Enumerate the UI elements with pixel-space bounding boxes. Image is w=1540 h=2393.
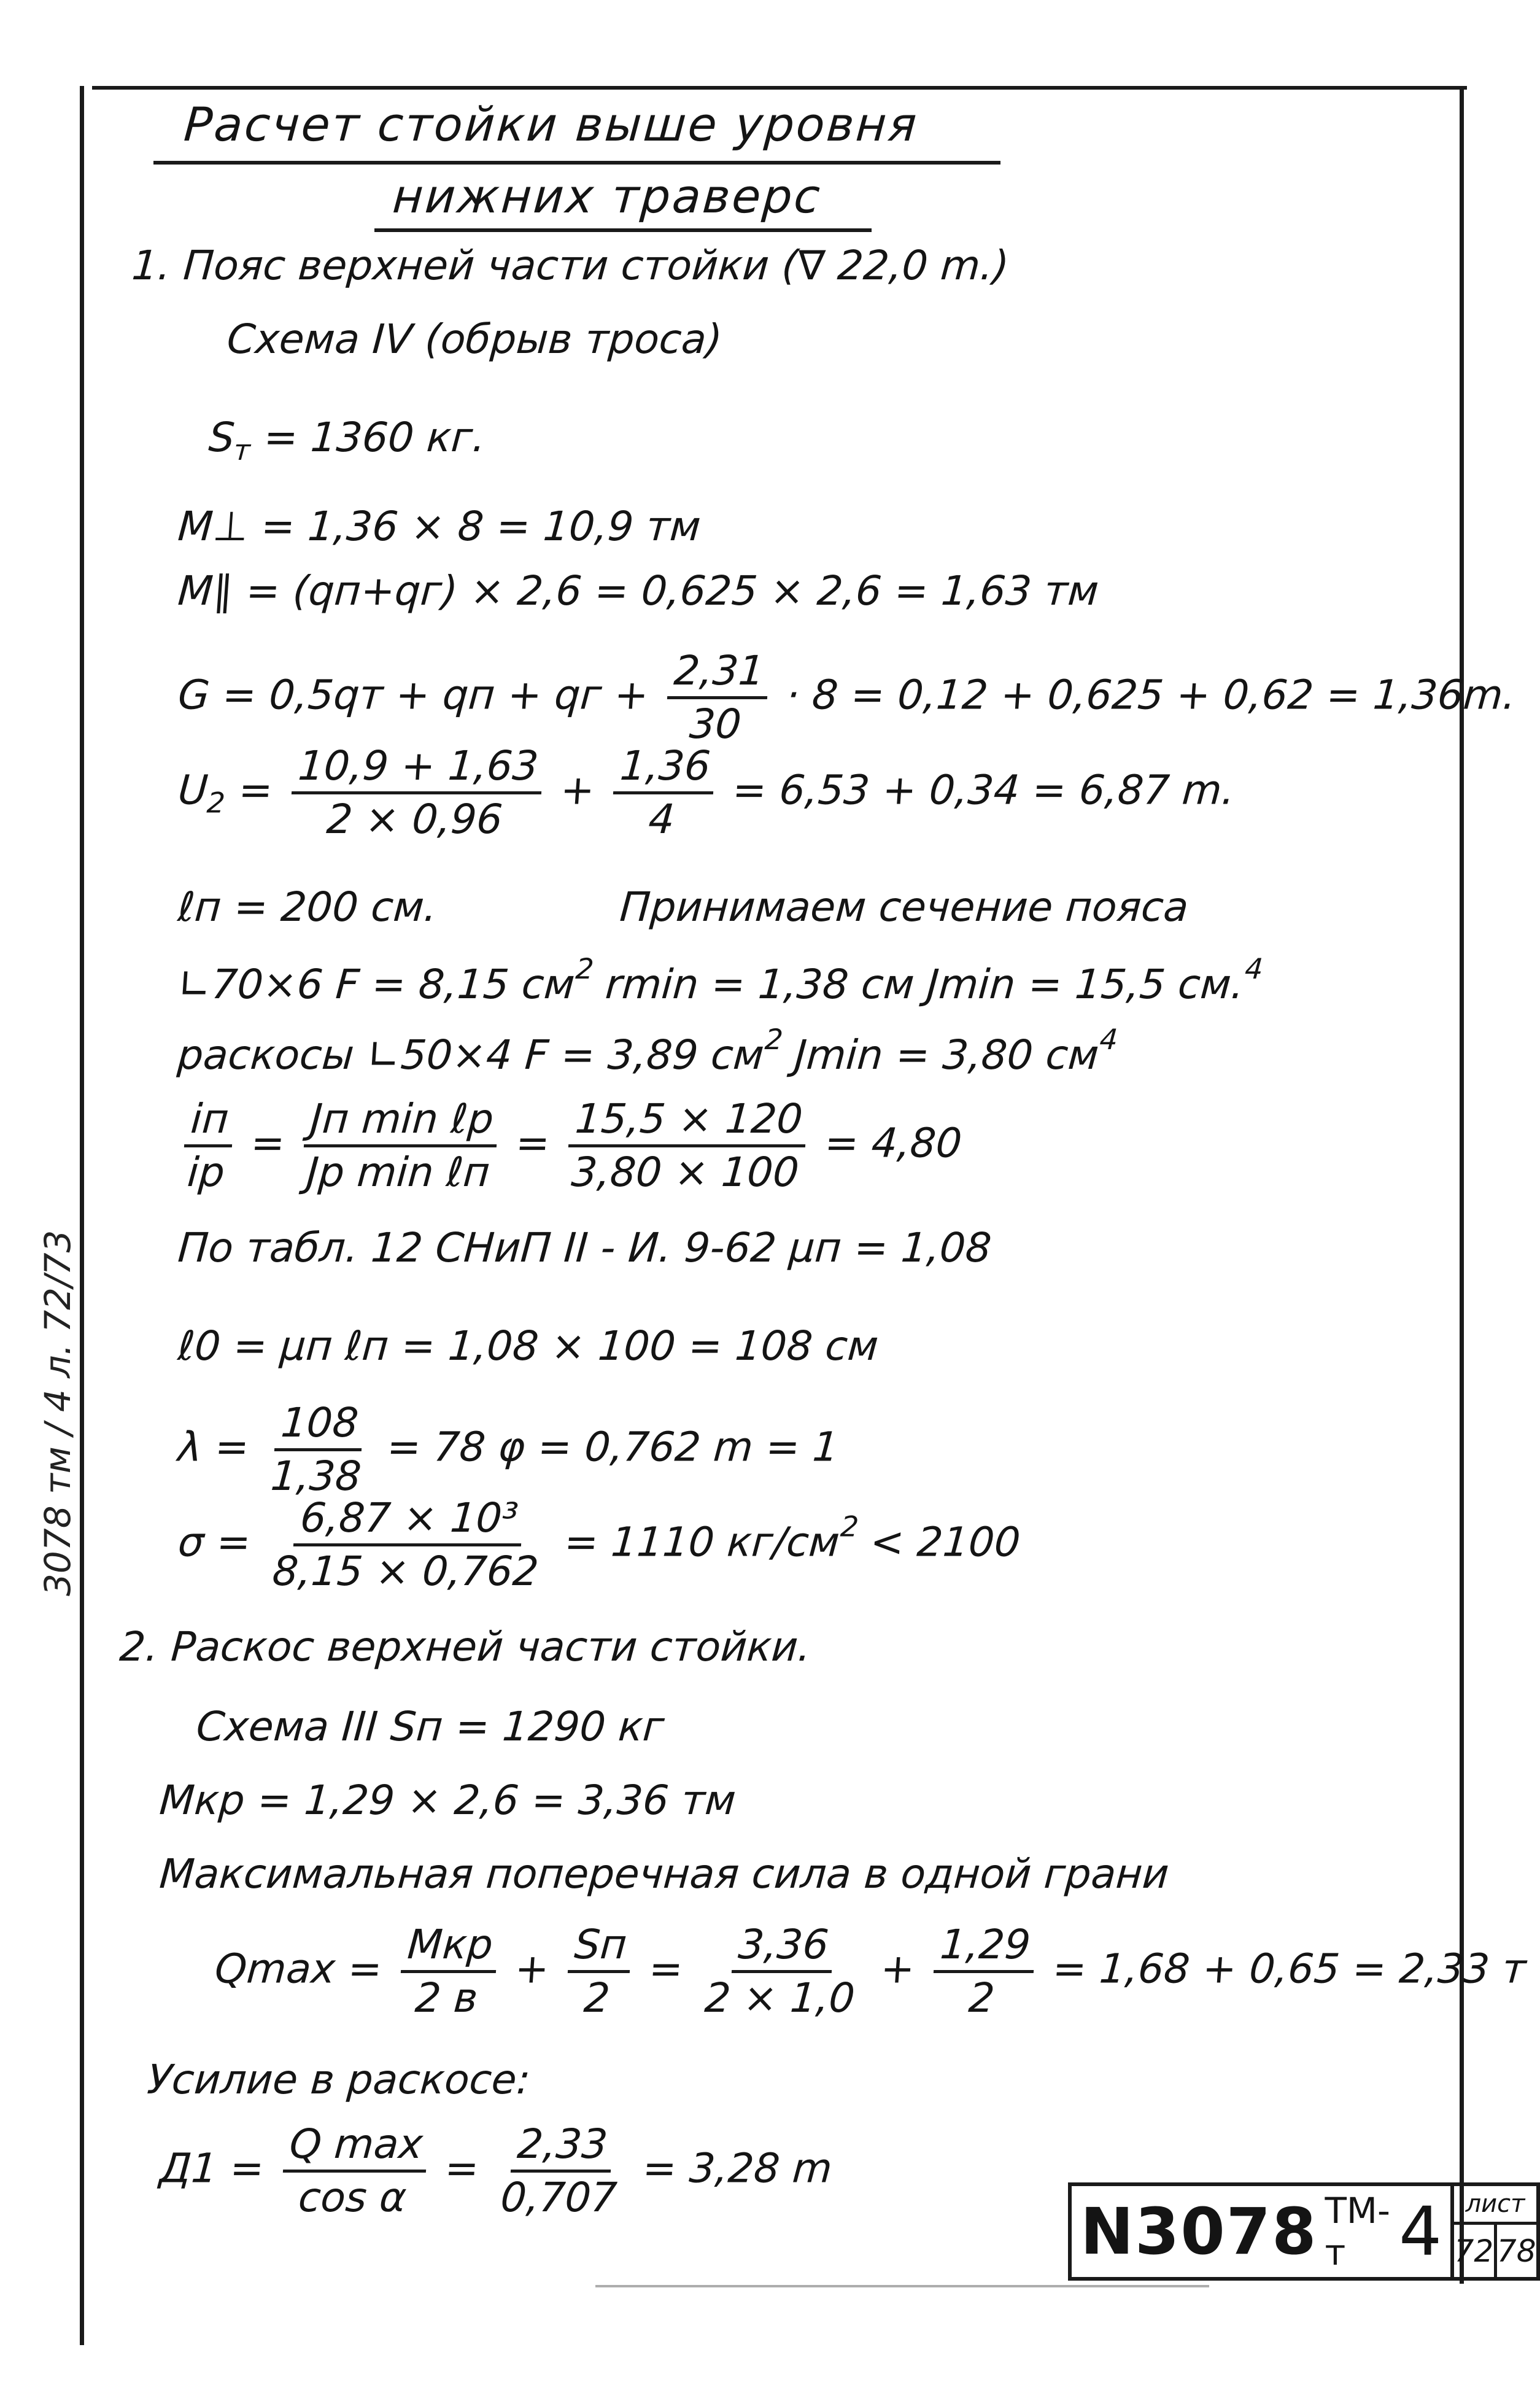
section-2-heading: 2. Раскос верхней части стойки. — [118, 1623, 813, 1670]
fraction: $\frac{iп}{iр}$ — [181, 1099, 235, 1193]
brace-force-d1: Д1 = $\frac{\text{Q max}}{\text{cos α}}$ = $\frac{2,33}{0,707}$ = 3,28 m — [158, 2120, 834, 2221]
fraction: $\frac{15,5 \times 120}{3,80 \times 100}$ — [565, 1099, 809, 1193]
braces-line: раскосы ∟50×4 F = 3,89 $см^2$ Jmin = 3,80 $см^4$ — [176, 1023, 1119, 1079]
max-shear-text: Максимальная поперечная сила в одной грани — [158, 1850, 1170, 1898]
moment-perp: M⊥ = 1,36 × 8 = 10,9 тм — [176, 503, 703, 550]
tension-st: $S_т = 1360$ кг. — [207, 414, 487, 467]
accept-section-text: Принимаем сечение пояса — [618, 883, 1190, 931]
stress-sigma: σ = $\frac{\text{6,87 × 10³}}{8,15 \times 0,762}$ = 1110 $кг/см^2 < 2100$ — [176, 1494, 1022, 1595]
angle-section-line: ∟70×6 F = 8,15 $см^2$ rmin = 1,38 см Jmin = 15,5 см.$^4$ — [176, 952, 1264, 1008]
stamp-part: ТМ-т — [1325, 2190, 1390, 2273]
fraction: $\frac{Sп}{2}$ — [565, 1925, 633, 2019]
stamp-main — [1068, 2182, 1450, 2281]
force-u2-formula: $U_2$ = $\frac{10,9 + 1,63}{2 \times 0,96}$ + $\frac{1,36}{4}$ = 6,53 + 0,34 = 6,87 m. — [176, 742, 1237, 843]
qmax-formula: Qmax = $\frac{\text{Mкр}}{2 в}$ + $\frac{Sп}{2}$ = $\frac{3,36}{2 \times 1,0}$ + $\frac{1,29}{2}$ = 1,68 + 0,65 = 2,33 т — [213, 1921, 1528, 2022]
fraction: $\frac{\text{6,87 × 10³}}{8,15 \times 0,762}$ — [271, 1494, 540, 1595]
table-reference: По табл. 12 СНиП II - И. 9-62 μп = 1,08 — [176, 1224, 993, 1271]
stamp-pages — [1454, 2225, 1536, 2277]
effective-length-l0: ℓ0 = μп ℓп = 1,08 × 100 = 108 см — [176, 1322, 880, 1370]
document-stamp — [1068, 2182, 1540, 2281]
moment-mkr: Mкр = 1,29 × 2,6 = 3,36 тм — [158, 1777, 738, 1824]
fraction: $\frac{10,9 + 1,63}{2 \times 0,96}$ — [288, 746, 545, 840]
title-underline-2 — [374, 228, 872, 232]
slenderness-lambda: λ = $\frac{108}{1,38}$ = 78 φ = 0,762 m = 1 — [176, 1399, 840, 1500]
margin-archive-note: 3078 тм / 4 л. 72/73 — [37, 1230, 79, 1596]
moment-parallel: M∥ = (qп+qг) × 2,6 = 0,625 × 2,6 = 1,63 тм — [176, 567, 1101, 615]
stamp-page-number: 72 — [1454, 2225, 1496, 2277]
section-1-scheme: Схема IV (обрыв троса) — [225, 316, 724, 363]
title-line-1: Расчет стойки выше уровня — [182, 97, 921, 152]
fraction: $\frac{\text{Jп min ℓр}}{\text{Jр min ℓп}}$ — [300, 1099, 500, 1193]
fraction: $\frac{1,29}{2}$ — [930, 1925, 1037, 2019]
weight-g-formula: G = 0,5qт + qп + qг + $\frac{2,31}{30}$ · 8 = 0,12 + 0,625 + 0,62 = 1,36m. — [176, 647, 1518, 748]
stamp-sheet-label: лист — [1454, 2186, 1536, 2225]
fraction: $\frac{1,36}{4}$ — [610, 746, 717, 840]
fraction: $\frac{108}{1,38}$ — [265, 1403, 371, 1497]
title-line-2: нижних траверс — [390, 169, 824, 223]
title-underline-1 — [153, 161, 1000, 165]
brace-effort-text: Усилие в раскосе: — [145, 2056, 532, 2103]
stiffness-ratio-formula: $\frac{iп}{iр}$ = $\frac{\text{Jп min ℓр}}{\text{Jр min ℓп}}$ = $\frac{15,5 \times 120}{3,80 \times 100}$ = 4,80 — [175, 1099, 965, 1193]
stamp-volume: 4 — [1399, 2192, 1442, 2271]
length-ln: ℓп = 200 см. — [176, 883, 439, 931]
frame-bottom-border — [595, 2285, 1209, 2287]
fraction: $\frac{2,31}{30}$ — [664, 651, 771, 745]
fraction: $\frac{\text{Mкр}}{2 в}$ — [398, 1925, 499, 2019]
frame-top-border — [92, 86, 1467, 90]
stamp-sheet-box — [1450, 2182, 1540, 2281]
section-1-heading: 1. Пояс верхней части стойки (∇ 22,0 m.) — [130, 242, 1011, 289]
stamp-code: N3078 — [1080, 2194, 1318, 2269]
frame-left-border — [80, 86, 84, 2345]
fraction: $\frac{\text{Q max}}{\text{cos α}}$ — [279, 2124, 428, 2218]
stamp-total-pages: 78 — [1496, 2233, 1536, 2269]
fraction: $\frac{2,33}{0,707}$ — [499, 2120, 619, 2221]
section-2-scheme: Схема III Sп = 1290 кг — [195, 1703, 666, 1750]
fraction: $\frac{3,36}{2 \times 1,0}$ — [703, 1921, 857, 2022]
